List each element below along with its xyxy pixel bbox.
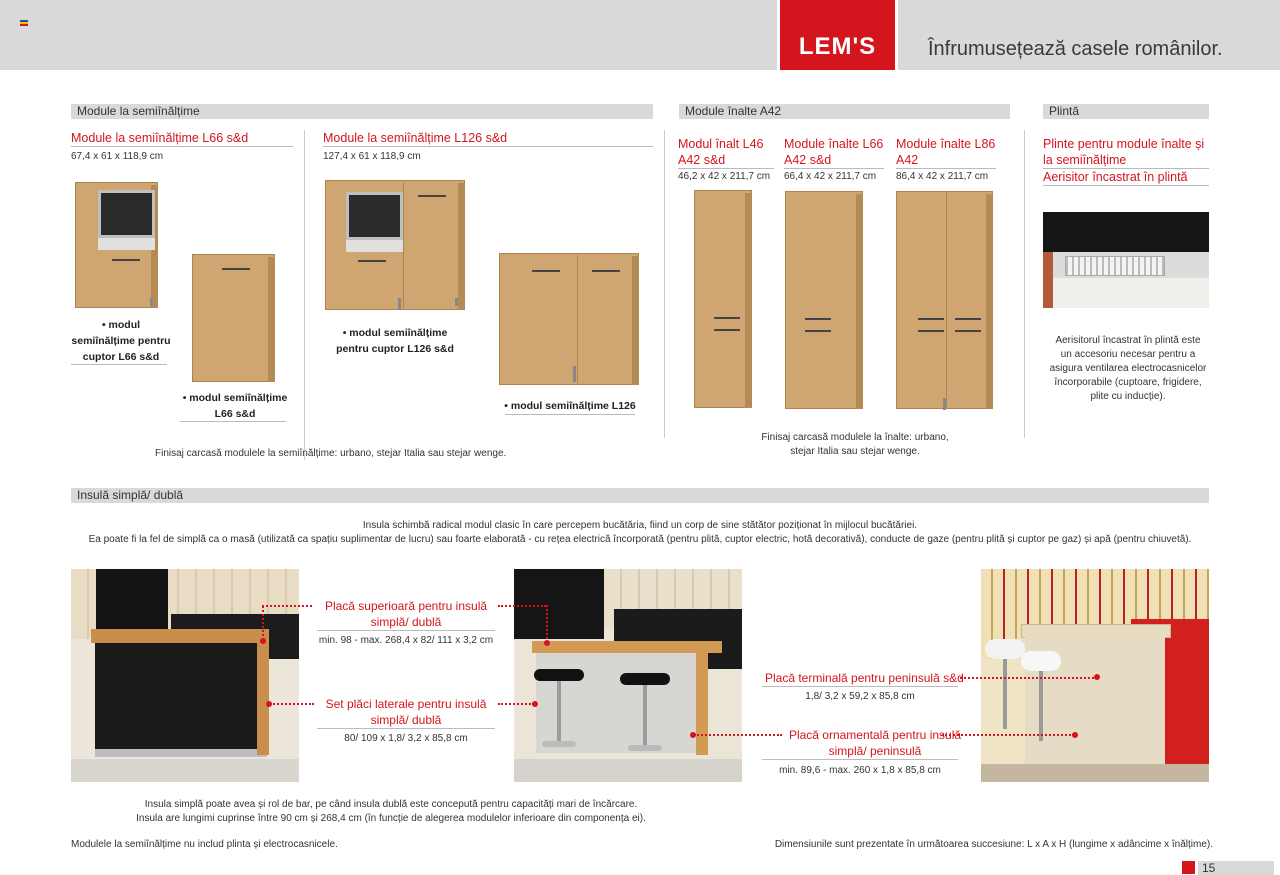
divider — [762, 759, 958, 760]
semi-l126-dims: 127,4 x 61 x 118,9 cm — [323, 151, 421, 162]
callout-line — [546, 605, 548, 643]
callout-dot — [544, 640, 550, 646]
brand-logo — [777, 0, 898, 70]
tall-m46-title: Modul înalt L46 A42 s&d — [678, 137, 764, 167]
divider — [1043, 185, 1209, 186]
divider — [678, 168, 774, 169]
plinta-title-2: Aerisitor încastrat în plintă — [1043, 170, 1188, 184]
divider — [71, 364, 167, 365]
divider — [784, 168, 884, 169]
island-intro-2: Ea poate fi la fel de simplă ca o masă (utilizată ca spațiu suplimentar de lucru) sau foarte elaborată - cu rețea electrică încorporată (pentru plită, cuptor electric, hotă decorativă), conducte de gaze (pentru plită și cuptor pe gaz) și apă (pentru chiuvetă). — [88, 534, 1192, 545]
divider — [505, 414, 635, 415]
peninsula-terminal-plate-dims: 1,8/ 3,2 x 59,2 x 85,8 cm — [805, 691, 915, 702]
semi-l126-title: Module la semiînălțime L126 s&d — [323, 131, 508, 145]
callout-line — [262, 606, 264, 640]
divider — [323, 146, 653, 147]
island-intro-1: Insula schimbă radical modul clasic în care percepem bucătăria, fiind un corp de sine stătător poziționat în mijlocul bucătăriei. — [362, 520, 918, 531]
callout-line — [694, 734, 782, 736]
section-bar-semi: Module la semiînălțime — [71, 104, 653, 119]
section-bar-tall: Module înalte A42 — [679, 104, 1010, 119]
semi-l66-dims: 67,4 x 61 x 118,9 cm — [71, 151, 164, 162]
semi-finish-note: Finisaj carcasă modulele la semiînălțime: urbano, stejar Italia sau stejar wenge. — [155, 448, 507, 459]
callout-dot — [1094, 674, 1100, 680]
island-side-plates-label: Set plăci laterale pentru insulă simplă/ dublă — [325, 697, 487, 727]
callout-line — [960, 677, 1094, 679]
caption-l66: • modul semiînălțime L66 s&d — [182, 392, 288, 420]
tall-m66-title: Module înalte L66 A42 s&d — [784, 137, 884, 167]
section-bar-plinta: Plintă — [1043, 104, 1209, 119]
island-photo-2 — [514, 569, 742, 782]
tall-m66-dims: 66,4 x 42 x 211,7 cm — [784, 171, 877, 182]
separator — [664, 130, 665, 438]
caption-cuptor-l126: • modul semiînălțime pentru cuptor L126 s&d — [336, 327, 454, 355]
divider — [896, 168, 996, 169]
tall-m86-title: Module înalte L86 A42 — [896, 137, 996, 167]
tall-finish-note: Finisaj carcasă modulele la înalte: urbano, stejar Italia sau stejar wenge. — [761, 432, 949, 457]
ornamental-plate-label: Placă ornamentală pentru insulă simplă/ peninsulă — [788, 728, 962, 758]
ornamental-plate-dims: min. 89,6 - max. 260 x 1,8 x 85,8 cm — [779, 765, 941, 776]
island-side-plates-dims: 80/ 109 x 1,8/ 3,2 x 85,8 cm — [344, 733, 468, 744]
separator — [1024, 130, 1025, 438]
callout-dot — [532, 701, 538, 707]
divider — [71, 146, 293, 147]
caption-l126: • modul semiînălțime L126 — [504, 400, 636, 412]
brand-logo-text: LEM'S — [798, 33, 877, 60]
footer-right-note: Dimensiunile sunt prezentate în următoarea succesiune: L x A x H (lungime x adâncime x înălțime). — [774, 839, 1213, 850]
semi-l66-title: Module la semiînălțime L66 s&d — [71, 131, 249, 145]
callout-line — [498, 605, 546, 607]
tall-m86-dims: 86,4 x 42 x 211,7 cm — [896, 171, 989, 182]
section-bar-island: Insulă simplă/ dublă — [71, 488, 1209, 503]
footer-left-note: Modulele la semiînălțime nu includ plinta și electrocasnicele. — [71, 839, 338, 850]
island-top-plate-label: Placă superioară pentru insulă simplă/ dublă — [324, 599, 488, 629]
tall-m46-dims: 46,2 x 42 x 211,7 cm — [678, 171, 771, 182]
divider — [180, 421, 286, 422]
island-bottom-note-2: Insula are lungimi cuprinse între 90 cm și 268,4 cm (în funcție de alegerea modulelor inferioare din componența ei). — [136, 813, 646, 824]
divider — [317, 630, 495, 631]
plinta-description: Aerisitorul încastrat în plintă este un accesoriu necesar pentru a asigura ventilarea electrocasnicelor încorporabile (cuptoare, frigidere, plite cu inducție). — [1049, 335, 1207, 402]
callout-line — [942, 734, 1074, 736]
plinta-title-1: Plinte pentru module înalte și la semiînălțime — [1043, 137, 1205, 167]
page-marker — [1182, 861, 1195, 874]
flag-icon — [20, 20, 28, 26]
plinta-vent-photo — [1043, 212, 1209, 308]
divider — [762, 686, 958, 687]
divider — [317, 728, 495, 729]
island-bottom-note-1: Insula simplă poate avea și rol de bar, pe când insula dublă este concepută pentru capacități mari de încărcare. — [144, 799, 638, 810]
callout-line — [262, 605, 312, 607]
separator — [304, 130, 305, 460]
callout-line — [270, 703, 314, 705]
island-photo-1 — [71, 569, 299, 782]
callout-line — [498, 703, 534, 705]
callout-dot — [1072, 732, 1078, 738]
page-number: 15 — [1202, 861, 1216, 875]
slogan: Înfrumusețează casele românilor. — [928, 38, 1223, 60]
peninsula-terminal-plate-label: Placă terminală pentru peninsulă s&d — [765, 671, 964, 685]
island-top-plate-dims: min. 98 - max. 268,4 x 82/ 111 x 3,2 cm — [318, 635, 494, 646]
caption-cuptor-l66: • modul semiînălțime pentru cuptor L66 s&d — [71, 319, 171, 363]
